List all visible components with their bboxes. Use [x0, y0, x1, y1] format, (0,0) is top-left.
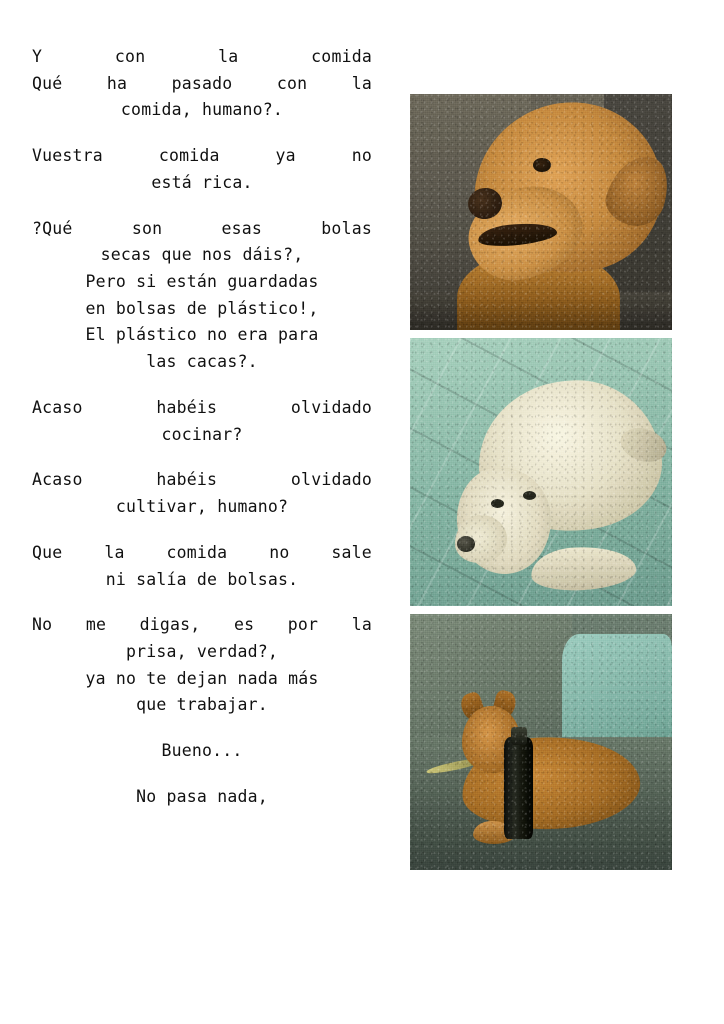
poem-stanza — [32, 216, 372, 376]
poem-line: comida, humano?. — [120, 100, 284, 120]
poem-line: ?Qué son esas bolas — [32, 218, 372, 238]
poem-stanza — [32, 540, 372, 593]
poem-line: Qué ha pasado con la — [32, 73, 372, 93]
photo-column — [410, 94, 676, 878]
photo-dog-bottle — [410, 614, 672, 870]
poem-line: que trabajar. — [136, 695, 268, 715]
poem-line: No pasa nada, — [136, 786, 268, 806]
poem-line: prisa, verdad?, — [125, 641, 278, 661]
poem-line: El plástico no era para — [85, 325, 319, 345]
poem-line: Acaso habéis olvidado — [32, 397, 372, 417]
poem-body — [32, 44, 372, 811]
poem-stanza — [32, 738, 372, 765]
poem-line: Pero si están guardadas — [85, 272, 319, 292]
bottle — [504, 737, 533, 839]
poem-line: ya no te dejan nada más — [85, 668, 319, 688]
poem-stanza — [32, 143, 372, 196]
poem-stanza — [32, 44, 372, 124]
poem-stanza — [32, 395, 372, 448]
poem-line: secas que nos dáis?, — [100, 245, 304, 265]
poem-line: Vuestra comida ya no — [32, 146, 372, 166]
poem-line: Y con la comida — [32, 47, 372, 66]
poem-line: Que la comida no sale — [32, 542, 372, 562]
bottle-cap — [511, 727, 527, 745]
poem-line: en bolsas de plástico!, — [85, 298, 319, 318]
photo-dog-lying — [410, 338, 672, 606]
poem-line: ni salía de bolsas. — [105, 569, 299, 589]
poem-line: las cacas?. — [146, 352, 258, 372]
poem-line: cocinar? — [161, 424, 243, 444]
poem-line: No me digas, es por la — [32, 615, 372, 635]
poem-line: Acaso habéis olvidado — [32, 470, 372, 490]
photo-dog-closeup — [410, 94, 672, 330]
poem-line: cultivar, humano? — [115, 497, 289, 517]
poem-line: Bueno... — [161, 741, 243, 761]
poem-stanza — [32, 467, 372, 520]
poem-line: está rica. — [151, 172, 253, 192]
poem-stanza — [32, 612, 372, 719]
dog-eye — [523, 491, 536, 500]
poem-stanza — [32, 784, 372, 811]
